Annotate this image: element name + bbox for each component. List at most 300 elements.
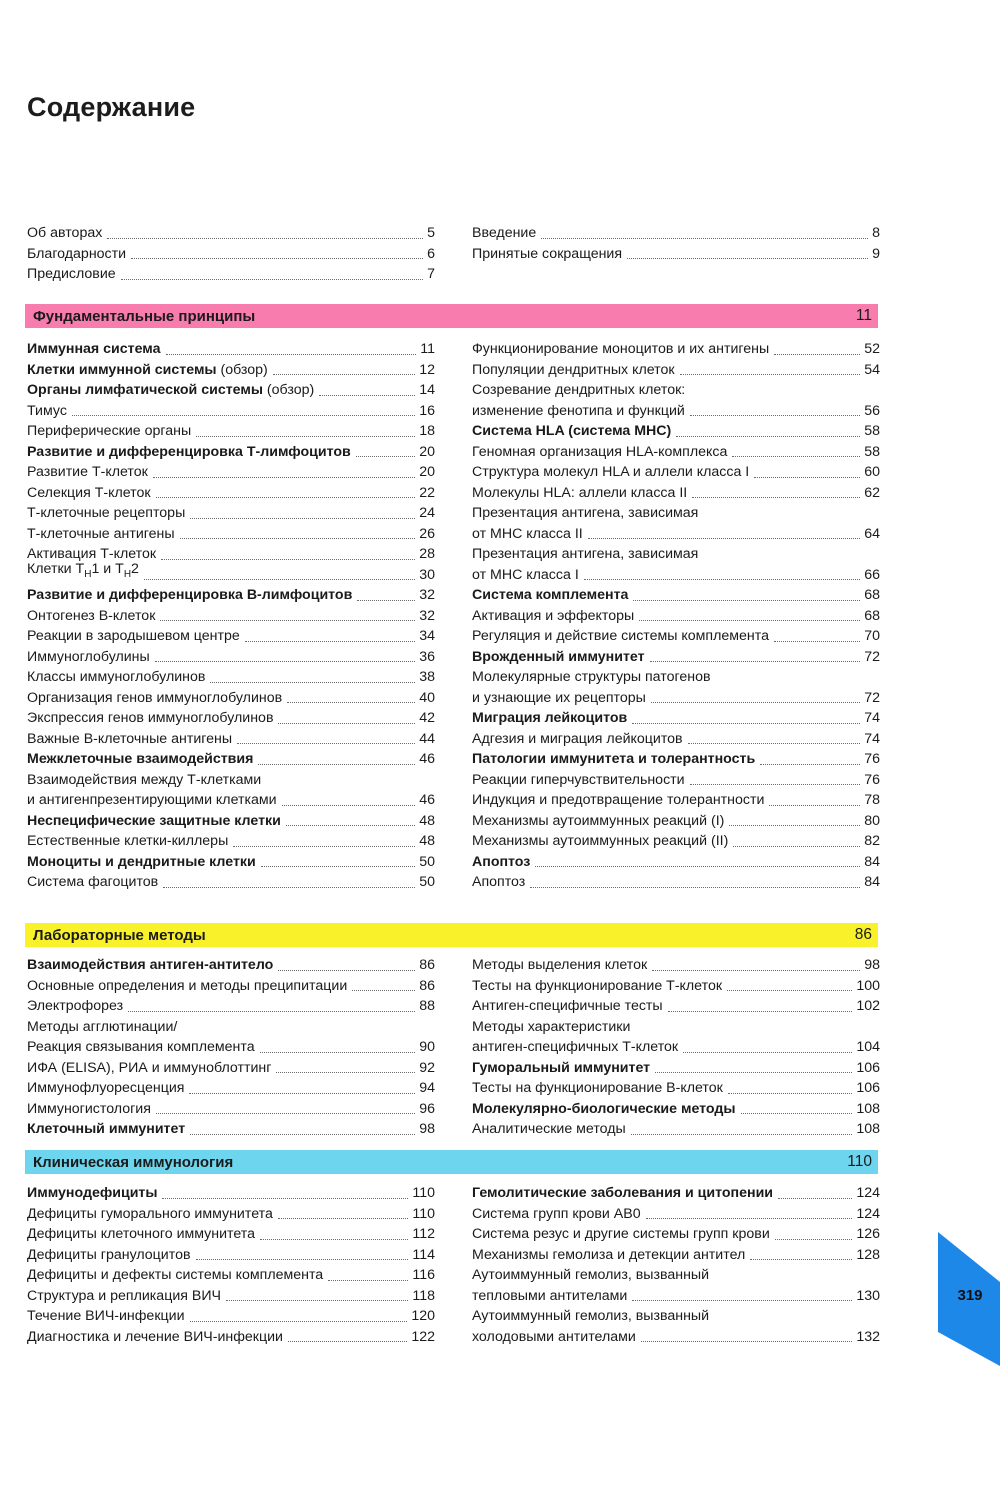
toc-entry <box>472 811 880 832</box>
dot-leader <box>727 990 852 991</box>
toc-entry-page: 11 <box>420 341 435 357</box>
section-band-laboratory <box>25 923 878 947</box>
toc-entry-page: 102 <box>856 998 880 1014</box>
dot-leader <box>258 764 415 765</box>
toc-entry-title: Естественные клетки-киллеры <box>27 833 229 849</box>
toc-entry-title: изменение фенотипа и функций <box>472 402 685 419</box>
toc-entry-title: Развитие и дифференцировка В-лимфоцитов <box>27 587 353 603</box>
toc-entry-title: Развитие Т-клеток <box>27 464 148 480</box>
toc-entry <box>27 360 435 381</box>
toc-entry-title: Система фагоцитов <box>27 874 159 890</box>
toc-entry-page: 58 <box>864 423 880 439</box>
dot-leader <box>180 538 416 539</box>
toc-entry <box>472 223 880 244</box>
toc-entry <box>27 264 435 285</box>
toc-entry-page: 24 <box>419 505 435 521</box>
toc-entry-page: 72 <box>864 648 880 665</box>
toc-entry-title: Методы характеристики <box>472 1018 631 1035</box>
toc-entry-page: 98 <box>864 957 880 973</box>
dot-leader <box>690 415 860 416</box>
toc-entry-page: 76 <box>864 771 880 788</box>
toc-entry-page: 96 <box>419 1100 435 1117</box>
toc-entry <box>472 872 880 893</box>
toc-entry-title: Принятые сокращения <box>472 245 623 262</box>
toc-entry-page: 124 <box>856 1205 880 1222</box>
dot-leader <box>210 682 415 683</box>
dot-leader <box>535 866 860 867</box>
toc-entry-title: Аутоиммунный гемолиз, вызванный <box>472 1308 710 1324</box>
toc-entry-title: Тесты на функционирование В-клеток <box>472 1080 723 1096</box>
toc-entry-page: 76 <box>864 751 880 767</box>
toc-entry-page: 74 <box>864 730 880 747</box>
toc-entry <box>472 1224 880 1245</box>
toc-entry <box>472 483 880 504</box>
toc-entry <box>27 1037 435 1058</box>
dot-leader <box>233 846 415 847</box>
dot-leader <box>260 1239 408 1240</box>
toc-entry <box>472 729 880 750</box>
dot-leader <box>278 970 415 971</box>
dot-leader <box>153 477 415 478</box>
dot-leader <box>683 1052 852 1053</box>
toc-entry-title: Дефициты и дефекты системы комплемента <box>27 1267 324 1283</box>
dot-leader <box>282 805 416 806</box>
dot-leader <box>156 1113 415 1114</box>
toc-entry-title: Реакции гиперчувствительности <box>472 771 685 788</box>
dot-leader <box>278 723 415 724</box>
dot-leader <box>286 825 415 826</box>
dot-leader <box>245 641 415 642</box>
toc-entry-title: Система групп крови AB0 <box>472 1205 641 1222</box>
toc-entry-title: Аутоиммунный гемолиз, вызванный <box>472 1267 710 1283</box>
toc-entry-title: ИФА (ELISA), РИА и иммуноблоттинг <box>27 1059 272 1076</box>
toc-entry-page: 108 <box>856 1121 880 1137</box>
dot-leader <box>166 354 417 355</box>
dot-leader <box>774 641 860 642</box>
toc-entry-title: Селекция Т-клеток <box>27 484 151 501</box>
section-laboratory-right <box>472 955 880 1140</box>
toc-entry <box>27 1224 435 1245</box>
toc-entry-page: 36 <box>419 648 435 665</box>
toc-entry-title: Важные В-клеточные антигены <box>27 730 233 747</box>
toc-entry <box>472 790 880 811</box>
toc-entry <box>472 626 880 647</box>
toc-entry <box>27 955 435 976</box>
toc-entry <box>27 729 435 750</box>
section-title: Лабораторные методы <box>33 926 206 944</box>
toc-entry-page: 90 <box>419 1039 435 1055</box>
toc-entry-page: 122 <box>411 1328 435 1345</box>
dot-leader <box>162 1198 408 1199</box>
dot-leader <box>288 1341 407 1342</box>
dot-leader <box>273 374 415 375</box>
toc-entry-page: 126 <box>856 1226 880 1242</box>
toc-entry-page: 8 <box>872 225 880 241</box>
toc-entry-page: 58 <box>864 443 880 460</box>
dot-leader <box>627 258 868 259</box>
dot-leader <box>161 559 415 560</box>
dot-leader <box>754 477 860 478</box>
toc-entry <box>27 1306 435 1327</box>
toc-entry-page: 114 <box>412 1246 435 1263</box>
toc-entry <box>472 1119 880 1140</box>
toc-entry-title: Дефициты клеточного иммунитета <box>27 1226 256 1242</box>
toc-entry-page: 128 <box>856 1246 880 1263</box>
toc-entry <box>27 1119 435 1140</box>
toc-entry-title: Взаимодействия между Т-клетками <box>27 771 262 788</box>
toc-entry-title: Популяции дендритных клеток <box>472 361 675 378</box>
toc-entry-title: Индукция и предотвращение толерантности <box>472 792 765 808</box>
toc-entry-title: Об авторах <box>27 225 103 241</box>
toc-entry <box>27 380 435 401</box>
toc-entry <box>472 462 880 483</box>
toc-entry <box>472 1245 880 1266</box>
toc-entry-page: 56 <box>864 402 880 419</box>
toc-entry <box>27 667 435 688</box>
toc-entry-title: Тесты на функционирование Т-клеток <box>472 977 723 994</box>
dot-leader <box>357 600 415 601</box>
toc-entry-title: Структура молекул HLA и аллели класса I <box>472 464 750 480</box>
toc-entry-title: Клетки иммунной системы (обзор) <box>27 361 268 378</box>
toc-entry <box>27 223 435 244</box>
toc-entry <box>27 831 435 852</box>
toc-entry-title: Методы агглютинации/ <box>27 1018 178 1035</box>
dot-leader <box>729 825 860 826</box>
toc-entry <box>472 244 880 265</box>
toc-entry <box>472 1327 880 1348</box>
dot-leader <box>261 866 415 867</box>
toc-entry-title: Система HLA (система MHC) <box>472 423 672 439</box>
dot-leader <box>639 620 860 621</box>
toc-entry-page: 74 <box>864 710 880 726</box>
toc-entry <box>472 1306 880 1327</box>
toc-entry-page: 54 <box>864 361 880 378</box>
toc-entry-page: 120 <box>411 1308 435 1324</box>
toc-entry <box>472 955 880 976</box>
toc-entry-page: 78 <box>864 792 880 808</box>
dot-leader <box>650 661 861 662</box>
dot-leader <box>769 805 860 806</box>
toc-entry-title: Антиген-специфичные тесты <box>472 998 663 1014</box>
toc-entry <box>27 1017 435 1038</box>
toc-entry-page: 26 <box>419 525 435 542</box>
toc-entry <box>472 976 880 997</box>
toc-entry-page: 32 <box>419 607 435 624</box>
toc-entry <box>27 688 435 709</box>
toc-entry-page: 48 <box>419 812 435 829</box>
toc-entry <box>27 585 435 606</box>
toc-entry-page: 70 <box>864 628 880 644</box>
toc-entry-page: 50 <box>419 874 435 890</box>
toc-entry-title: Апоптоз <box>472 874 526 890</box>
dot-leader <box>352 990 415 991</box>
toc-entry-title: Миграция лейкоцитов <box>472 710 628 726</box>
toc-entry-page: 20 <box>419 464 435 480</box>
toc-entry-title: Клеточный иммунитет <box>27 1121 186 1137</box>
toc-entry-title: Гуморальный иммунитет <box>472 1059 651 1076</box>
dot-leader <box>287 702 415 703</box>
toc-entry-title: Структура и репликация ВИЧ <box>27 1287 221 1304</box>
toc-entry <box>472 852 880 873</box>
toc-entry <box>27 1245 435 1266</box>
dot-leader <box>107 238 423 239</box>
section-clinical-right <box>472 1183 880 1347</box>
dot-leader <box>631 1134 853 1135</box>
toc-entry <box>472 1058 880 1079</box>
toc-entry <box>27 708 435 729</box>
toc-entry-page: 18 <box>419 423 435 439</box>
toc-entry-title: Механизмы гемолиза и детекции антител <box>472 1246 746 1263</box>
toc-entry-title: Неспецифические защитные клетки <box>27 812 281 829</box>
dot-leader <box>750 1259 852 1260</box>
toc-entry <box>472 565 880 586</box>
toc-entry-page: 84 <box>864 874 880 890</box>
toc-entry <box>27 606 435 627</box>
dot-leader <box>588 538 861 539</box>
toc-entry-page: 88 <box>419 998 435 1014</box>
toc-entry-title: Молекулы HLA: аллели класса II <box>472 484 688 501</box>
toc-entry-title: от МНС класса I <box>472 566 579 583</box>
toc-entry-page: 20 <box>419 443 435 460</box>
toc-entry <box>27 811 435 832</box>
toc-entry-page: 50 <box>419 853 435 870</box>
toc-entry <box>472 401 880 422</box>
toc-entry-title: Тимус <box>27 402 67 419</box>
toc-entry-title: Органы лимфатической системы (обзор) <box>27 382 315 398</box>
toc-entry-page: 110 <box>412 1205 435 1222</box>
dot-leader <box>319 395 415 396</box>
toc-entry <box>472 360 880 381</box>
section-title: Фундаментальные принципы <box>33 307 256 325</box>
toc-entry-title: Иммуноглобулины <box>27 648 150 665</box>
toc-entry-title: холодовыми антителами <box>472 1328 636 1345</box>
dot-leader <box>163 887 415 888</box>
dot-leader <box>328 1280 408 1281</box>
toc-entry <box>472 442 880 463</box>
dot-leader <box>530 887 860 888</box>
toc-entry-title: Течение ВИЧ-инфекции <box>27 1308 185 1324</box>
intro-column-left <box>27 223 435 285</box>
toc-entry-note: (обзор) <box>216 361 268 378</box>
toc-entry <box>472 1037 880 1058</box>
toc-entry-page: 44 <box>419 730 435 747</box>
toc-entry-page: 106 <box>856 1080 880 1096</box>
toc-entry-page: 116 <box>412 1267 435 1283</box>
toc-entry <box>27 560 435 586</box>
toc-entry-title: Презентация антигена, зависимая <box>472 505 699 521</box>
toc-entry-title: Геномная организация HLA-комплекса <box>472 443 728 460</box>
toc-entry-title: Предисловие <box>27 266 116 282</box>
toc-entry <box>472 770 880 791</box>
toc-entry <box>472 339 880 360</box>
dot-leader <box>121 279 423 280</box>
toc-entry-title: Т-клеточные антигены <box>27 525 175 542</box>
toc-entry-title: и антигенпрезентирующими клетками <box>27 792 277 808</box>
dot-leader <box>584 579 860 580</box>
dot-leader <box>778 1198 852 1199</box>
toc-entry <box>472 1099 880 1120</box>
dot-leader <box>190 1321 408 1322</box>
dot-leader <box>156 497 416 498</box>
toc-entry-page: 40 <box>419 689 435 706</box>
toc-entry <box>472 1265 880 1286</box>
toc-entry <box>27 996 435 1017</box>
dot-leader <box>632 723 860 724</box>
toc-entry <box>472 749 880 770</box>
toc-entry-title: Молекулярные структуры патогенов <box>472 669 711 685</box>
dot-leader <box>655 1072 852 1073</box>
toc-entry-title: Врожденный иммунитет <box>472 648 645 665</box>
toc-entry-page: 30 <box>419 566 435 583</box>
toc-entry-page: 12 <box>419 361 435 378</box>
toc-entry <box>27 976 435 997</box>
toc-entry-title: Благодарности <box>27 245 127 262</box>
toc-entry-page: 124 <box>856 1185 880 1201</box>
toc-entry-title: Т-клеточные рецепторы <box>27 505 186 521</box>
toc-entry <box>472 1183 880 1204</box>
toc-entry-title: Взаимодействия антиген-антитело <box>27 957 274 973</box>
toc-entry-title: Активация Т-клеток <box>27 546 157 562</box>
dot-leader <box>668 1011 853 1012</box>
dot-leader <box>189 1093 415 1094</box>
toc-entry <box>27 462 435 483</box>
toc-entry-page: 64 <box>864 525 880 542</box>
section-clinical-left <box>27 1183 435 1347</box>
toc-entry <box>27 339 435 360</box>
toc-entry <box>27 421 435 442</box>
toc-entry-page: 68 <box>864 587 880 603</box>
toc-entry-page: 9 <box>872 245 880 262</box>
dot-leader <box>196 1259 409 1260</box>
toc-entry-page: 38 <box>419 669 435 685</box>
toc-entry <box>27 1099 435 1120</box>
toc-entry <box>27 1327 435 1348</box>
toc-entry-page: 66 <box>864 566 880 583</box>
toc-entry-title: от МНС класса II <box>472 525 583 542</box>
toc-entry-title: Периферические органы <box>27 423 192 439</box>
toc-entry-page: 84 <box>864 853 880 870</box>
dot-leader <box>276 1072 415 1073</box>
toc-entry-title: Механизмы аутоиммунных реакций (I) <box>472 812 725 829</box>
toc-entry-page: 48 <box>419 833 435 849</box>
toc-entry-title: Введение <box>472 225 537 241</box>
toc-entry-title: Реакции в зародышевом центре <box>27 628 240 644</box>
dot-leader <box>356 456 415 457</box>
dot-leader <box>641 1341 853 1342</box>
toc-entry-title: и узнающие их рецепторы <box>472 689 646 706</box>
dot-leader <box>278 1218 409 1219</box>
section-page: 86 <box>854 926 872 943</box>
toc-entry-title: Моноциты и дендритные клетки <box>27 853 256 870</box>
toc-entry <box>472 503 880 524</box>
dot-leader <box>741 1113 853 1114</box>
toc-entry-title: Электрофорез <box>27 998 124 1014</box>
toc-entry-title: Дефициты гуморального иммунитета <box>27 1205 273 1222</box>
toc-entry-title: Механизмы аутоиммунных реакций (II) <box>472 833 729 849</box>
toc-entry-page: 92 <box>419 1059 435 1076</box>
toc-entry-title: Экспрессия генов иммуноглобулинов <box>27 710 274 726</box>
toc-entry <box>472 380 880 401</box>
toc-entry-page: 110 <box>412 1185 435 1201</box>
toc-entry-title: Функционирование моноцитов и их антигены <box>472 341 770 357</box>
dot-leader <box>128 1011 415 1012</box>
toc-entry <box>472 524 880 545</box>
section-band-fundamental <box>25 304 878 328</box>
toc-entry-title: Дефициты гранулоцитов <box>27 1246 191 1263</box>
toc-entry-page: 86 <box>419 957 435 973</box>
toc-entry-page: 52 <box>864 341 880 357</box>
toc-entry-page: 46 <box>419 751 435 767</box>
dot-leader <box>760 764 860 765</box>
toc-entry-page: 22 <box>419 484 435 501</box>
page-number: 319 <box>957 1287 983 1304</box>
section-page: 110 <box>847 1153 872 1170</box>
toc-entry-title: Иммунодефициты <box>27 1185 158 1201</box>
toc-entry-title: Диагностика и лечение ВИЧ-инфекции <box>27 1328 283 1345</box>
toc-entry <box>27 524 435 545</box>
toc-entry-title: Патологии иммунитета и толерантность <box>472 751 756 767</box>
toc-entry-title: Развитие и дифференцировка Т-лимфоцитов <box>27 443 351 460</box>
toc-entry <box>27 1204 435 1225</box>
toc-entry-page: 16 <box>419 402 435 419</box>
toc-entry <box>27 1078 435 1099</box>
toc-entry-title: Реакция связывания комплемента <box>27 1039 255 1055</box>
toc-entry-title: Активация и эффекторы <box>472 607 635 624</box>
toc-entry <box>27 647 435 668</box>
toc-entry <box>27 872 435 893</box>
toc-entry <box>27 790 435 811</box>
toc-entry <box>472 708 880 729</box>
toc-entry-title: Иммуногистология <box>27 1100 151 1117</box>
toc-entry-page: 68 <box>864 607 880 624</box>
dot-leader <box>732 456 860 457</box>
dot-leader <box>190 518 415 519</box>
toc-entry-title: Гемолитические заболевания и цитопении <box>472 1185 774 1201</box>
dot-leader <box>160 620 415 621</box>
toc-entry-page: 118 <box>412 1287 435 1304</box>
toc-entry <box>27 442 435 463</box>
toc-entry-title: Иммунофлуоресценция <box>27 1080 185 1096</box>
toc-entry-page: 86 <box>419 977 435 994</box>
dot-leader <box>155 661 416 662</box>
toc-entry-page: 132 <box>856 1328 880 1345</box>
toc-entry-page: 42 <box>419 710 435 726</box>
dot-leader <box>774 354 860 355</box>
toc-entry <box>27 749 435 770</box>
toc-entry-page: 80 <box>864 812 880 829</box>
toc-entry-title: Апоптоз <box>472 853 531 870</box>
toc-entry-page: 104 <box>856 1039 880 1055</box>
toc-entry-title: Аналитические методы <box>472 1121 626 1137</box>
toc-entry-title: Система резус и другие системы групп крови <box>472 1226 770 1242</box>
toc-entry-page: 82 <box>864 833 880 849</box>
dot-leader <box>692 497 860 498</box>
dot-leader <box>728 1093 852 1094</box>
toc-entry-page: 34 <box>419 628 435 644</box>
toc-entry-title: Иммунная система <box>27 341 161 357</box>
dot-leader <box>237 743 415 744</box>
dot-leader <box>196 436 415 437</box>
toc-entry-title: Организация генов иммуноглобулинов <box>27 689 283 706</box>
section-fundamental-left <box>27 339 435 893</box>
toc-entry <box>472 996 880 1017</box>
toc-entry-title: Онтогенез В-клеток <box>27 607 156 624</box>
toc-entry-page: 130 <box>856 1287 880 1304</box>
dot-leader <box>646 1218 853 1219</box>
toc-entry-page: 32 <box>419 587 435 603</box>
toc-entry-page: 46 <box>419 792 435 808</box>
dot-leader <box>541 238 868 239</box>
